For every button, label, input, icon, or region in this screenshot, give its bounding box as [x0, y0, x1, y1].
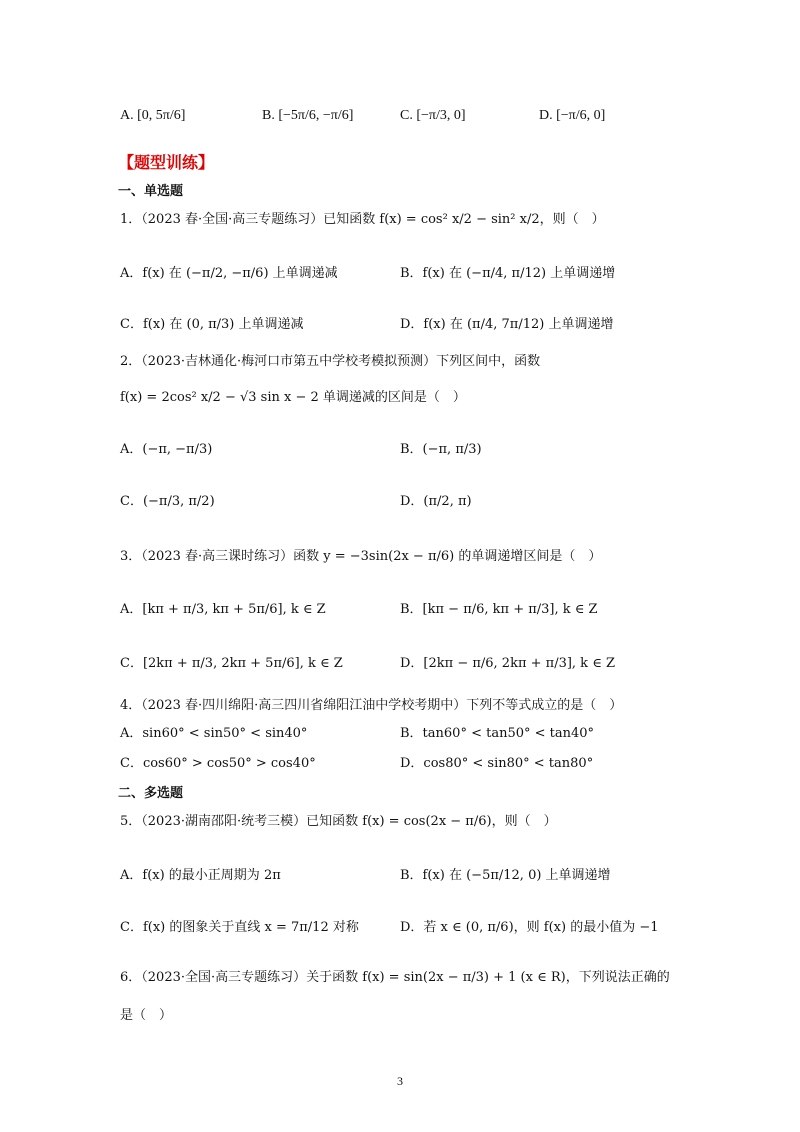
question-5-stem: 5．（2023·湖南邵阳·统考三模）已知函数 f(x) = cos(2x − π/6)，则（ ）: [120, 814, 557, 829]
question-1-option-c: C．f(x) 在 (0, π/3) 上单调递减: [120, 317, 304, 332]
question-4-option-c: C．cos60° > cos50° > cos40°: [120, 756, 316, 771]
question-2-option-a: A．(−π, −π/3): [120, 442, 213, 457]
question-6-stem-line1: 6．（2023·全国·高三专题练习）关于函数 f(x) = sin(2x − π/3) + 1 (x ∈ R)，下列说法正确的: [120, 970, 670, 985]
question-3-stem: 3．（2023 春·高三课时练习）函数 y = −3sin(2x − π/6) 的单调递增区间是（ ）: [120, 549, 602, 564]
option-d-top: D. [−π/6, 0]: [539, 108, 606, 123]
question-1-option-d: D．f(x) 在 (π/4, 7π/12) 上单调递增: [400, 317, 614, 332]
option-a-top: A. [0, 5π/6]: [120, 108, 186, 123]
question-6-stem-line2: 是（ ）: [120, 1008, 173, 1023]
question-4-option-d: D．cos80° < sin80° < tan80°: [400, 756, 594, 771]
question-4-stem: 4．（2023 春·四川绵阳·高三四川省绵阳江油中学校考期中）下列不等式成立的是（ ）: [120, 698, 623, 713]
question-1-stem: 1．（2023 春·全国·高三专题练习）已知函数 f(x) = cos² x/2 − sin² x/2，则（ ）: [120, 212, 605, 227]
page-number: 3: [397, 1074, 403, 1088]
question-5-option-a: A．f(x) 的最小正周期为 2π: [120, 868, 281, 883]
question-3-option-d: D．[2kπ − π/6, 2kπ + π/3], k ∈ Z: [400, 656, 615, 671]
option-c-top: C. [−π/3, 0]: [400, 108, 466, 123]
question-3-option-b: B．[kπ − π/6, kπ + π/3], k ∈ Z: [400, 602, 598, 617]
question-5-option-b: B．f(x) 在 (−5π/12, 0) 上单调递增: [400, 868, 611, 883]
section-heading-multi-choice: 二、多选题: [118, 786, 184, 801]
question-3-option-c: C．[2kπ + π/3, 2kπ + 5π/6], k ∈ Z: [120, 656, 343, 671]
question-4-option-b: B．tan60° < tan50° < tan40°: [400, 726, 595, 741]
question-1-option-a: A．f(x) 在 (−π/2, −π/6) 上单调递减: [120, 266, 338, 281]
question-3-option-a: A．[kπ + π/3, kπ + 5π/6], k ∈ Z: [120, 602, 326, 617]
question-2-stem-line1: 2．（2023·吉林通化·梅河口市第五中学校考模拟预测）下列区间中，函数: [120, 354, 541, 369]
question-1-option-b: B．f(x) 在 (−π/4, π/12) 上单调递增: [400, 266, 616, 281]
question-2-stem-line2: f(x) = 2cos² x/2 − √3 sin x − 2 单调递减的区间是（ ）: [120, 390, 466, 405]
section-heading-single-choice: 一、单选题: [118, 184, 184, 199]
question-5-option-d: D．若 x ∈ (0, π/6)，则 f(x) 的最小值为 −1: [400, 920, 659, 935]
question-2-option-b: B．(−π, π/3): [400, 442, 482, 457]
section-banner: 【题型训练】: [118, 153, 215, 172]
option-b-top: B. [−5π/6, −π/6]: [262, 108, 354, 123]
question-4-option-a: A．sin60° < sin50° < sin40°: [120, 726, 308, 741]
question-2-option-c: C．(−π/3, π/2): [120, 494, 215, 509]
question-2-option-d: D．(π/2, π): [400, 494, 472, 509]
question-5-option-c: C．f(x) 的图象关于直线 x = 7π/12 对称: [120, 920, 359, 935]
